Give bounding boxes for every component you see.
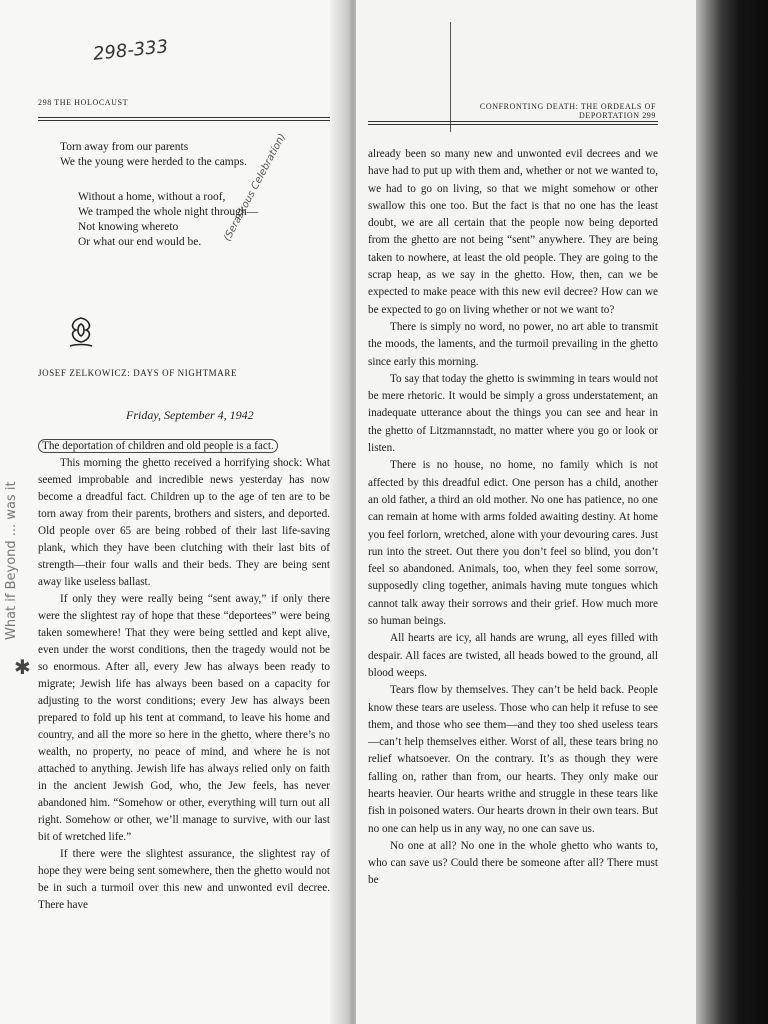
scan-edge-shadow [696,0,768,1024]
circled-lead-sentence: The deportation of children and old people is a fact. [38,439,278,453]
paragraph: There is simply no word, no power, no art able to transmit the moods, the laments, and the turmoil prevailing in the ghetto since early this morning. [368,320,658,368]
star-mark-icon: ✱ [14,657,31,679]
paragraph: If only they were really being “sent away,” if only there were the slightest ray of hope that these “deportees” were being taken somewhere! That they were being settled and kept alive, even under the worst conditions, then the tragedy would not be so enormous. After all, every Jew has always been ready to migrate; Jewish life has always been based on a capacity for adjusting to the worst conditions; every Jew has always been prepared to fold up his tent at command, to leave his home and country, and all the more so here in the ghetto, where there’s no wealth, no property, no peace of mind, and where he is not attached to anything. Jewish life has always relied only on faith in the ancient Jewish God, who, the Jew feels, has never abandoned him. “Somehow or other, everything will turn out all right. Somehow or other, we’ll manage to survive, with our last bit of wretched life.” [38,593,330,843]
paragraph: If there were the slightest assurance, the slightest ray of hope they were being sent somewhere, then the ghetto would not be in such a turmoil over this new and unwonted evil decree. There have [38,848,330,911]
paragraph: already been so many new and unwonted evil decrees and we have had to put up with them and, whether or not we wanted to, we had to go on living, so that we might somehow or other swallow this one too. But the fact is that no one has the least doubt, we are all certain that the people now being deported from the ghetto are not being “sent” anywhere. They are being taken to nowhere, at least the old people. They are going to the scrap heap, as we say in the ghetto. How, then, can we be expected to make peace with this new evil decree? How can we be expected to go on living whether or not we want to? [368,148,658,316]
poem-stanza-2 [78,190,258,250]
poem-line: We tramped the whole night through— [78,206,259,218]
paragraph: This morning the ghetto received a horrifying shock: What seemed improbable and incredible news yesterday has now become a dreadful fact. Children up to the age of ten are to be torn away from their parents, brothers and sisters, and deported. Old people over 65 are being robbed of their last life-saving plank, which they have been clutching with their last bits of strength—their four walls and their beds. They are being sent away like useless ballast. [38,457,330,588]
paragraph: Tears flow by themselves. They can’t be held back. People know these tears are useless. Those who can help it refuse to see them, and those who see them—and they too shed useless tears—can’t help themselves either. Worst of all, these tears bring no relief whatsoever. On the contrary. It’s as though they were falling on, rather than from, our hearts. They only make our hearts heavier. Our hearts writhe and struggle in these tears like fish in poisoned waters. Our hearts drown in their own tears. But no one can help us in any way, no one can save us. [368,684,658,835]
handwritten-margin-note: (Seraskous Celebration) [222,131,289,244]
left-header-rule [38,117,330,121]
poem-line: Without a home, without a roof, [78,191,226,203]
handwritten-margin-marks: What if Beyond ... was it [4,481,19,640]
right-running-head: CONFRONTING DEATH: THE ORDEALS OF DEPORTATION 299 [479,102,656,120]
ornament-icon [66,316,96,350]
left-running-head: 298 THE HOLOCAUST [38,98,129,107]
paragraph: No one at all? No one in the whole ghetto who wants to, who can save us? Could there be someone after all? There must be [368,839,658,887]
handwritten-page-range: 298-333 [92,36,170,65]
poem-stanza-1 [60,140,247,170]
paragraph: To say that today the ghetto is swimming in tears would not be mere rhetoric. It would be simply a gross understatement, an inadequate utterance about the things you can see and hear in the ghetto of Litzmannstadt, no matter where you go or look or listen. [368,372,658,455]
poem-line: Or what our end would be. [78,236,202,248]
paragraph: All hearts are icy, all hands are wrung, all eyes filled with despair. All faces are twisted, all heads bowed to the ground, all blood weeps. [368,632,658,679]
left-body-text [38,438,330,914]
poem-line: We the young were herded to the camps. [60,156,247,168]
right-header-rule [368,121,658,125]
right-body-text [368,146,658,890]
poem-line: Torn away from our parents [60,141,189,153]
poem-line: Not knowing whereto [78,221,179,233]
paragraph: There is no house, no home, no family which is not affected by this dreadful edict. One person has a child, another an old father, a third an old mother. No one has patience, no one can remain at home with arms folded awaiting destiny. At home you feel forlorn, wretched, alone with your devouring cares. Just run into the street. Out there you don’t feel so blind, you don’t feel so abandoned. Animals, too, when they feel some sorrow, supposedly cling together, animals having mute tongues which cannot talk away their sorrows and their grief. How much more so human beings. [368,459,658,628]
diary-date: Friday, September 4, 1942 [126,408,254,422]
section-title: JOSEF ZELKOWICZ: DAYS OF NIGHTMARE [38,368,238,378]
